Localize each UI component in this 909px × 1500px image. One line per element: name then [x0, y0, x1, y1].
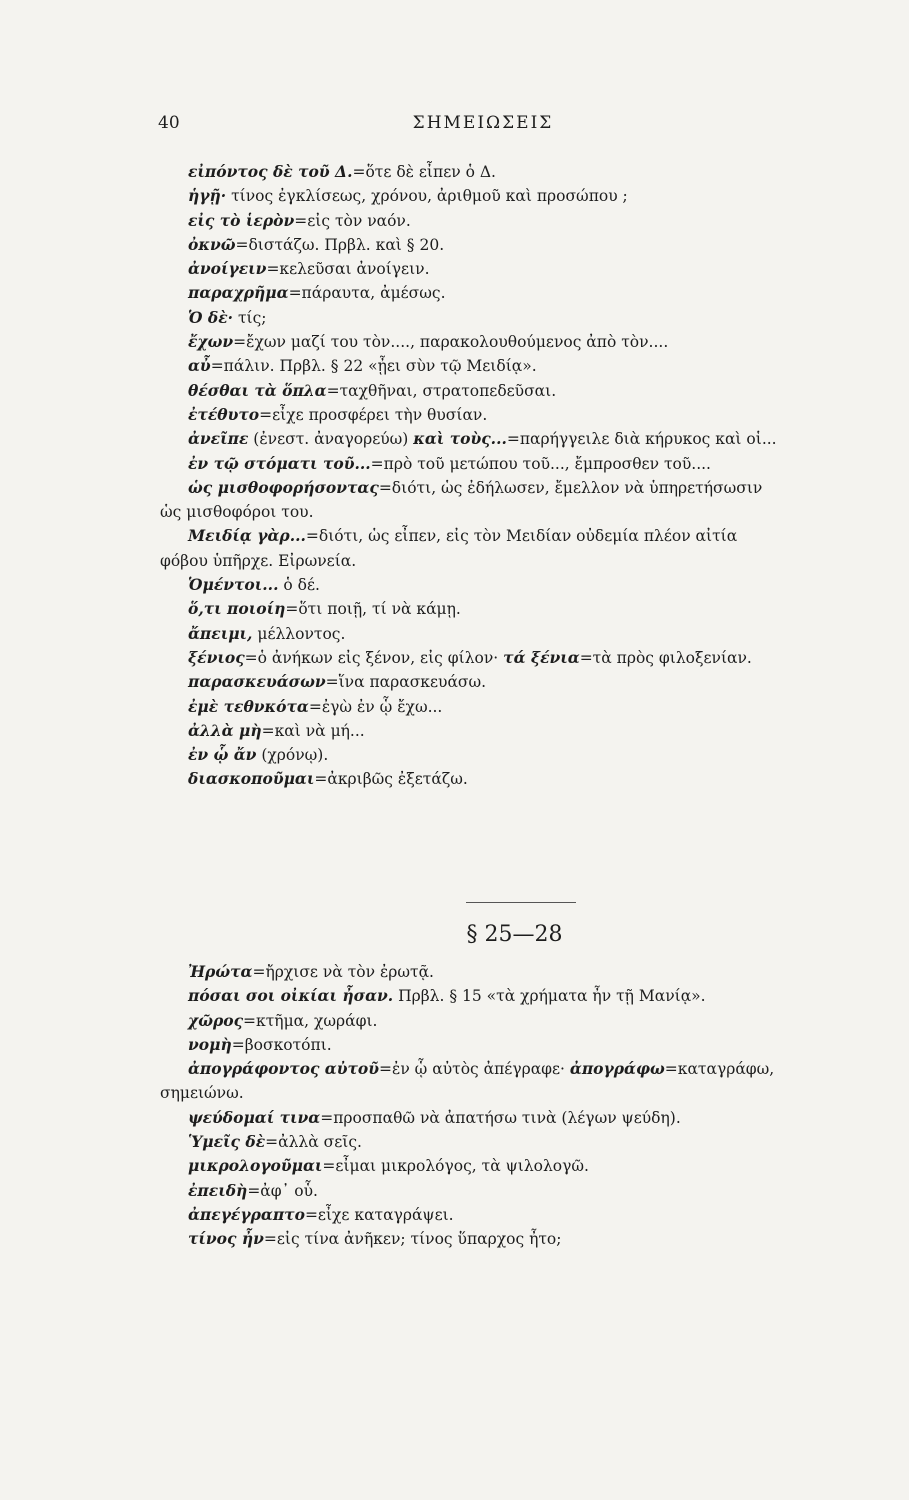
note-lemma: τά ξένια	[503, 647, 580, 667]
note-line	[188, 1033, 878, 1057]
note-lemma: ἀπογράφω	[569, 1059, 665, 1079]
note-line	[188, 403, 878, 427]
note-gloss: (ἐνεστ. ἀναγορεύω)	[248, 430, 414, 449]
note-line	[188, 427, 878, 451]
note-line	[188, 524, 878, 548]
note-line	[188, 960, 878, 984]
note-gloss: =ὅτε δὲ εἶπεν ὁ Δ.	[352, 163, 496, 181]
note-gloss: =τὰ πρὸς φιλοξενίαν.	[579, 648, 752, 667]
note-lemma: Μειδίᾳ γὰρ...	[188, 526, 306, 546]
note-lemma: ἐν ᾧ ἄν	[188, 745, 257, 765]
note-gloss: =ταχθῆναι, στρατοπεδεῦσαι.	[326, 381, 557, 400]
note-gloss: =πάλιν. Πρβλ. § 22 «ᾖει σὺν τῷ Μειδίᾳ».	[210, 357, 537, 376]
note-gloss: =ἀλλὰ σεῖς.	[265, 1133, 362, 1152]
note-line	[188, 379, 878, 403]
note-line	[188, 1154, 878, 1178]
note-gloss: ὁ δέ.	[278, 576, 320, 595]
note-line	[188, 281, 878, 305]
note-gloss: =ὅτι ποιῇ, τί νὰ κάμῃ.	[285, 600, 461, 619]
notes-list-top	[160, 160, 878, 792]
note-lemma: ὀκνῶ	[188, 234, 236, 254]
note-line	[188, 476, 878, 500]
note-line	[160, 1081, 878, 1105]
note-line	[188, 209, 878, 233]
note-gloss: =εἶχε καταγράψει.	[304, 1205, 454, 1224]
note-lemma: καὶ τοὺς...	[413, 429, 507, 449]
note-line	[188, 452, 878, 476]
note-line	[188, 573, 878, 597]
note-gloss: =κτῆμα, χωράφι.	[243, 1011, 378, 1030]
note-lemma: ἐν τῷ στόματι τοῦ...	[188, 453, 371, 473]
note-lemma: τίνος ἦν	[188, 1229, 264, 1249]
note-line	[188, 306, 878, 330]
note-lemma: Ὑμεῖς δὲ	[188, 1132, 266, 1152]
note-lemma: πόσαι σοι οἰκίαι ἦσαν.	[188, 986, 394, 1006]
note-lemma: παρασκευάσων	[188, 672, 326, 692]
notes-list-bottom	[160, 960, 878, 1252]
note-lemma: διασκοποῦμαι	[188, 769, 315, 789]
note-line	[188, 597, 878, 621]
note-gloss: =καὶ νὰ μή...	[261, 721, 365, 740]
note-lemma: εἰπόντος δὲ τοῦ Δ.	[188, 162, 353, 181]
note-gloss: =εἶμαι μικρολόγος, τὰ ψιλολογῶ.	[322, 1157, 589, 1176]
note-lemma: θέσθαι τὰ ὅπλα	[188, 380, 327, 400]
note-lemma: αὖ	[188, 356, 211, 376]
note-gloss: =εἶχε προσφέρει τὴν θυσίαν.	[259, 405, 488, 424]
note-continuation: σημειώνω.	[160, 1084, 244, 1103]
note-line	[188, 743, 878, 767]
note-lemma: ὡς μισθοφορήσοντας	[188, 477, 379, 497]
note-gloss: =πρὸ τοῦ μετώπου τοῦ..., ἔμπροσθεν τοῦ....	[370, 454, 711, 473]
note-line	[188, 1009, 878, 1033]
note-gloss: (χρόνῳ).	[256, 746, 329, 765]
note-line	[188, 1203, 878, 1227]
note-gloss: μέλλοντος.	[252, 624, 346, 643]
note-gloss: =προσπαθῶ νὰ ἀπατήσω τινὰ (λέγων ψεύδη).	[320, 1108, 681, 1127]
note-gloss: =ἐγὼ ἐν ᾧ ἔχω...	[308, 697, 443, 716]
note-lemma: ἀνεῖπε	[188, 429, 249, 449]
note-lemma: ἀπογράφοντος αὐτοῦ	[188, 1059, 380, 1079]
note-gloss: =ἤρχισε νὰ τὸν ἐρωτᾷ.	[252, 963, 434, 981]
note-gloss: =διότι, ὡς εἶπεν, εἰς τὸν Μειδίαν οὐδεμία πλέον αἰτία	[305, 527, 738, 546]
note-line	[188, 160, 878, 184]
note-gloss: =ὁ ἀνήκων εἰς ξένον, εἰς φίλον·	[244, 648, 504, 667]
note-line	[188, 695, 878, 719]
note-line	[188, 184, 878, 208]
note-lemma: ἡγῇ·	[188, 186, 227, 206]
note-line	[188, 622, 878, 646]
note-lemma: ἔχων	[188, 332, 234, 352]
note-gloss: =ἀφ᾽ οὗ.	[247, 1181, 318, 1200]
note-lemma: ἀλλὰ μὴ	[188, 720, 262, 740]
note-line	[188, 330, 878, 354]
note-line	[188, 1130, 878, 1154]
note-gloss: =βοσκοτόπι.	[231, 1035, 332, 1054]
note-lemma: ὅ,τι ποιοίη	[188, 599, 286, 619]
note-lemma: Ὁ δὲ·	[188, 307, 234, 327]
note-lemma: ἐμὲ τεθνκότα	[188, 696, 309, 716]
note-line	[188, 719, 878, 743]
note-gloss: =διστάζω. Πρβλ. καὶ § 20.	[235, 235, 445, 254]
note-lemma: ἀνοίγειν	[188, 259, 267, 279]
note-line	[188, 354, 878, 378]
note-gloss: =παρήγγειλε διὰ κήρυκος καὶ οἱ...	[506, 430, 777, 449]
note-line	[188, 670, 878, 694]
note-lemma: ἐπειδὴ	[188, 1180, 248, 1200]
note-lemma: ἄπειμι,	[188, 623, 253, 643]
note-lemma: ξένιος	[188, 647, 245, 667]
note-gloss: =εἰς τίνα ἀνῆκεν; τίνος ὕπαρχος ἦτο;	[263, 1230, 562, 1249]
note-line	[188, 767, 878, 791]
note-continuation: ὡς μισθοφόροι του.	[160, 503, 314, 522]
note-gloss: τίνος ἐγκλίσεως, χρόνου, ἀριθμοῦ καὶ προσώπου ;	[226, 187, 628, 206]
note-gloss: =εἰς τὸν ναόν.	[294, 211, 411, 230]
note-line	[160, 549, 878, 573]
running-title: ΣΗΜΕΙΩΣΕΙΣ	[412, 113, 554, 133]
note-lemma: παραχρῆμα	[188, 283, 289, 303]
page-header	[158, 113, 808, 143]
note-lemma: Ἠρώτα	[188, 962, 253, 981]
note-line	[188, 646, 878, 670]
note-gloss: =διότι, ὡς ἐδήλωσεν, ἔμελλον νὰ ὑπηρετήσωσιν	[378, 478, 763, 497]
note-lemma: ἀπεγέγραπτο	[188, 1204, 305, 1224]
note-gloss: Πρβλ. § 15 «τὰ χρήματα ἦν τῇ Μανίᾳ».	[393, 987, 706, 1006]
note-line	[188, 1227, 878, 1251]
note-lemma: Ὁμέντοι...	[188, 575, 279, 595]
section-heading: § 25—28	[466, 922, 563, 947]
note-gloss: =ἐν ᾧ αὐτὸς ἀπέγραφε·	[379, 1060, 570, 1079]
note-line	[188, 257, 878, 281]
note-gloss: τίς;	[233, 308, 267, 327]
note-lemma: νομὴ	[188, 1034, 232, 1054]
note-line	[188, 984, 878, 1008]
note-gloss: =ἵνα παρασκευάσω.	[325, 673, 487, 692]
note-line	[188, 1106, 878, 1130]
note-lemma: μικρολογοῦμαι	[188, 1156, 323, 1176]
note-lemma: εἰς τὸ ἱερὸν	[188, 210, 295, 230]
note-line	[188, 233, 878, 257]
note-lemma: χῶρος	[188, 1010, 244, 1030]
section-divider	[466, 902, 576, 903]
page-number: 40	[158, 113, 180, 133]
note-line	[188, 1057, 878, 1081]
note-lemma: ἐτέθυτο	[188, 404, 260, 424]
note-gloss: =πάραυτα, ἀμέσως.	[288, 284, 446, 303]
note-line	[160, 500, 878, 524]
note-gloss: =κελεῦσαι ἀνοίγειν.	[266, 260, 430, 279]
note-continuation: φόβου ὑπῆρχε. Εἰρωνεία.	[160, 551, 357, 570]
note-line	[188, 1179, 878, 1203]
note-gloss: =ἀκριβῶς ἐξετάζω.	[314, 770, 468, 789]
note-lemma: ψεύδομαί τινα	[188, 1107, 321, 1127]
note-gloss: =καταγράφω,	[664, 1060, 775, 1079]
note-gloss: =ἔχων μαζί του τὸν...., παρακολουθούμενος ἀπὸ τὸν....	[233, 333, 669, 352]
